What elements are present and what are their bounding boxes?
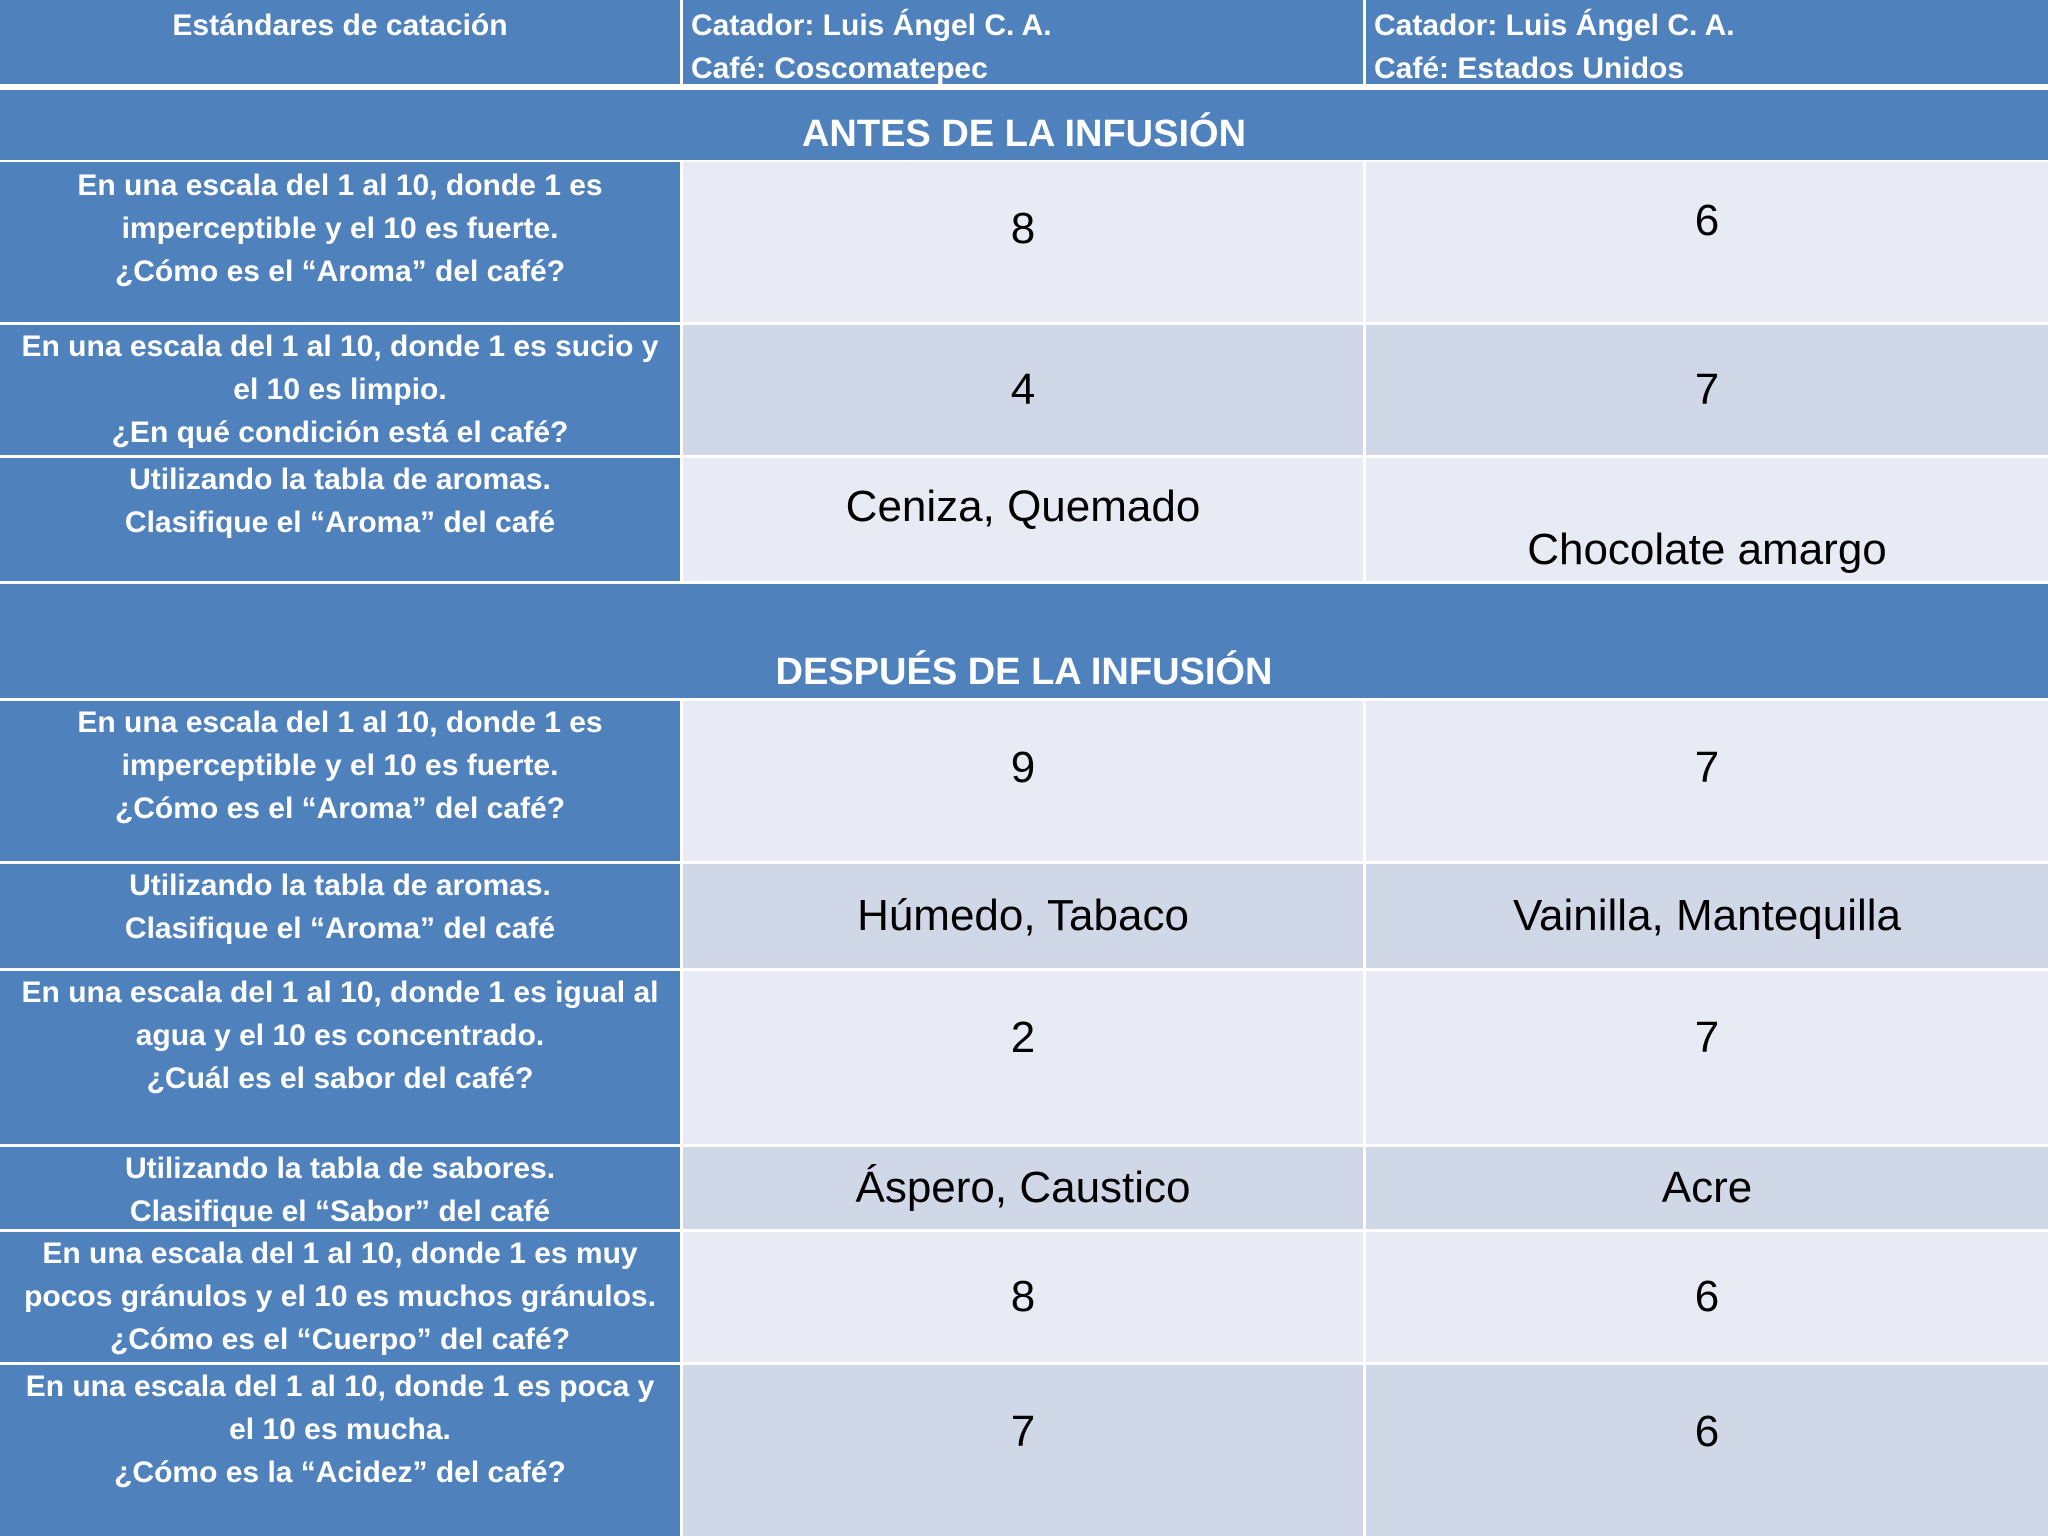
answer-value: 7 (1694, 365, 1720, 414)
answer-coscomatepec-acidity (683, 1365, 1363, 1536)
question-aroma-classify-after (0, 864, 680, 968)
question-line: imperceptible y el 10 es fuerte. (121, 212, 559, 245)
question-line: Utilizando la tabla de sabores. (124, 1152, 556, 1185)
section-before-title: ANTES DE LA INFUSIÓN (801, 113, 1247, 155)
question-condition-before (0, 325, 680, 455)
answer-value: 6 (1694, 1272, 1720, 1321)
question-line: Utilizando la tabla de aromas. (129, 463, 551, 496)
question-aroma-classify-before (0, 458, 680, 581)
answer-value: Áspero, Caustico (855, 1163, 1191, 1212)
question-line: En una escala del 1 al 10, donde 1 es sucio y (21, 330, 659, 363)
answer-usa-aroma-classify-after (1366, 864, 2048, 968)
answer-usa-aroma-before (1366, 162, 2048, 322)
question-line: Clasifique el “Sabor” del café (129, 1195, 551, 1228)
question-line: agua y el 10 es concentrado. (135, 1019, 545, 1052)
answer-coscomatepec-aroma-classify-before (683, 458, 1363, 581)
answer-coscomatepec-flavor-classify (683, 1147, 1363, 1229)
answer-usa-acidity (1366, 1365, 2048, 1536)
question-line: el 10 es mucha. (229, 1413, 451, 1446)
answer-coscomatepec-body (683, 1232, 1363, 1362)
header-taster-2-coffee: Café: Estados Unidos (1374, 52, 1685, 85)
header-taster-1-coffee: Café: Coscomatepec (691, 52, 988, 85)
question-line: En una escala del 1 al 10, donde 1 es (77, 169, 603, 202)
question-body (0, 1232, 680, 1362)
question-line: Utilizando la tabla de aromas. (129, 869, 551, 902)
header-standards-label: Estándares de catación (172, 9, 508, 42)
question-line: el 10 es limpio. (233, 373, 447, 406)
question-line: ¿Cómo es el “Aroma” del café? (114, 255, 566, 288)
question-line: En una escala del 1 al 10, donde 1 es poca y (25, 1370, 655, 1403)
answer-value: Vainilla, Mantequilla (1512, 891, 1902, 940)
question-line: ¿Cuál es el sabor del café? (146, 1062, 534, 1095)
question-line: ¿Cómo es la “Acidez” del café? (114, 1456, 566, 1489)
answer-usa-flavor (1366, 971, 2048, 1144)
question-line: Clasifique el “Aroma” del café (124, 912, 556, 945)
question-line: En una escala del 1 al 10, donde 1 es (77, 706, 603, 739)
question-aroma-intensity-after (0, 701, 680, 861)
answer-coscomatepec-aroma-classify-after (683, 864, 1363, 968)
question-line: ¿Cómo es el “Cuerpo” del café? (109, 1323, 571, 1356)
question-flavor-classify (0, 1147, 680, 1229)
question-line: pocos gránulos y el 10 es muchos gránulos. (24, 1280, 656, 1313)
header-taster-1-name: Catador: Luis Ángel C. A. (691, 9, 1052, 42)
question-line: ¿Cómo es el “Aroma” del café? (114, 792, 566, 825)
answer-value: 6 (1694, 196, 1720, 245)
answer-value: 8 (1010, 204, 1036, 253)
answer-value: 2 (1010, 1013, 1036, 1062)
answer-value: Ceniza, Quemado (845, 482, 1201, 531)
answer-value: 7 (1694, 743, 1720, 792)
question-aroma-intensity-before (0, 162, 680, 322)
question-acidity (0, 1365, 680, 1536)
answer-value: 9 (1010, 743, 1036, 792)
answer-usa-aroma-after (1366, 701, 2048, 861)
answer-coscomatepec-condition (683, 325, 1363, 455)
answer-value: 6 (1694, 1407, 1720, 1456)
answer-value: Chocolate amargo (1527, 525, 1887, 574)
question-line: En una escala del 1 al 10, donde 1 es muy (42, 1237, 638, 1270)
header-taster-2-name: Catador: Luis Ángel C. A. (1374, 9, 1735, 42)
answer-coscomatepec-aroma-after (683, 701, 1363, 861)
answer-value: Húmedo, Tabaco (857, 891, 1189, 940)
answer-usa-flavor-classify (1366, 1147, 2048, 1229)
answer-usa-aroma-classify-before (1366, 458, 2048, 581)
section-after-infusion (0, 584, 2048, 698)
answer-value: 7 (1694, 1013, 1720, 1062)
question-line: En una escala del 1 al 10, donde 1 es igual al (21, 976, 659, 1009)
section-before-infusion (0, 90, 2048, 160)
question-line: ¿En qué condición está el café? (111, 416, 569, 449)
header-taster-2 (1366, 0, 2048, 84)
question-line: imperceptible y el 10 es fuerte. (121, 749, 559, 782)
header-taster-1 (683, 0, 1363, 84)
question-flavor-intensity (0, 971, 680, 1144)
answer-coscomatepec-aroma-before (683, 162, 1363, 322)
answer-coscomatepec-flavor (683, 971, 1363, 1144)
answer-value: Acre (1661, 1163, 1753, 1212)
question-line: Clasifique el “Aroma” del café (124, 506, 556, 539)
answer-usa-body (1366, 1232, 2048, 1362)
section-after-title: DESPUÉS DE LA INFUSIÓN (775, 651, 1273, 693)
answer-value: 7 (1010, 1407, 1036, 1456)
answer-usa-condition (1366, 325, 2048, 455)
answer-value: 4 (1010, 365, 1036, 414)
header-standards (0, 0, 680, 84)
answer-value: 8 (1010, 1272, 1036, 1321)
